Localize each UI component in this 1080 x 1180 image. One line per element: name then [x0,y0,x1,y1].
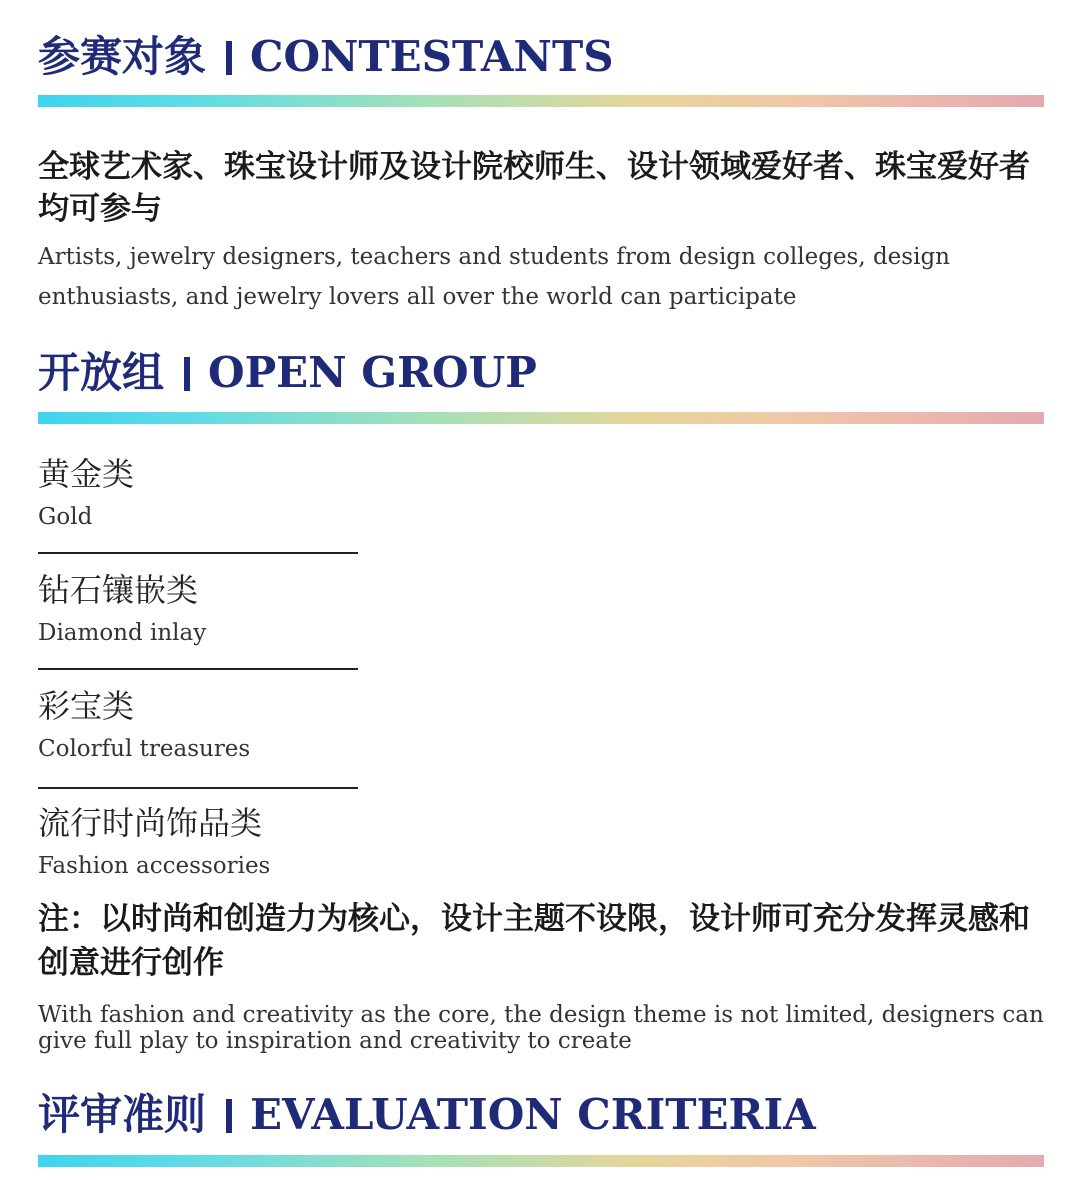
gradient-divider [38,1155,1044,1167]
category-en: Colorful treasures [38,736,251,762]
open-group-heading [38,348,537,398]
category-divider [38,787,358,789]
category-zh: 流行时尚饰品类 [38,804,263,842]
category-zh: 彩宝类 [38,687,135,725]
category-en: Fashion accessories [38,853,271,879]
contestants-text-en: Artists, jewelry designers, teachers and students from design colleges, design enthusiasts, and jewelry lovers all over the world can participate [38,244,950,310]
category-zh: 钻石镶嵌类 [38,571,199,609]
evaluation-heading-en: EVALUATION CRITERIA [250,1090,816,1139]
contestants-heading-zh: 参赛对象 [38,32,207,81]
category-zh: 黄金类 [38,455,135,493]
category-en: Gold [38,504,93,530]
contestants-heading-en: CONTESTANTS [250,32,614,81]
evaluation-heading [38,1090,816,1140]
heading-separator [226,41,232,75]
open-group-heading-en: OPEN GROUP [208,348,537,397]
category-divider [38,668,358,670]
category-en: Diamond inlay [38,620,207,646]
category-divider [38,552,358,554]
gradient-divider [38,412,1044,424]
heading-separator [184,357,190,391]
gradient-divider [38,95,1044,107]
contestants-heading [38,32,614,82]
open-group-heading-zh: 开放组 [38,348,165,397]
open-group-note-en: With fashion and creativity as the core, the design theme is not limited, designers can give full play to inspiration and creativity to create [38,1002,1044,1054]
heading-separator [226,1099,232,1133]
evaluation-heading-zh: 评审准则 [38,1090,207,1139]
contestants-text-zh: 全球艺术家、珠宝设计师及设计院校师生、设计领域爱好者、珠宝爱好者均可参与 [38,149,1030,227]
open-group-note-zh: 注：以时尚和创造力为核心，设计主题不设限，设计师可充分发挥灵感和创意进行创作 [38,901,1030,981]
